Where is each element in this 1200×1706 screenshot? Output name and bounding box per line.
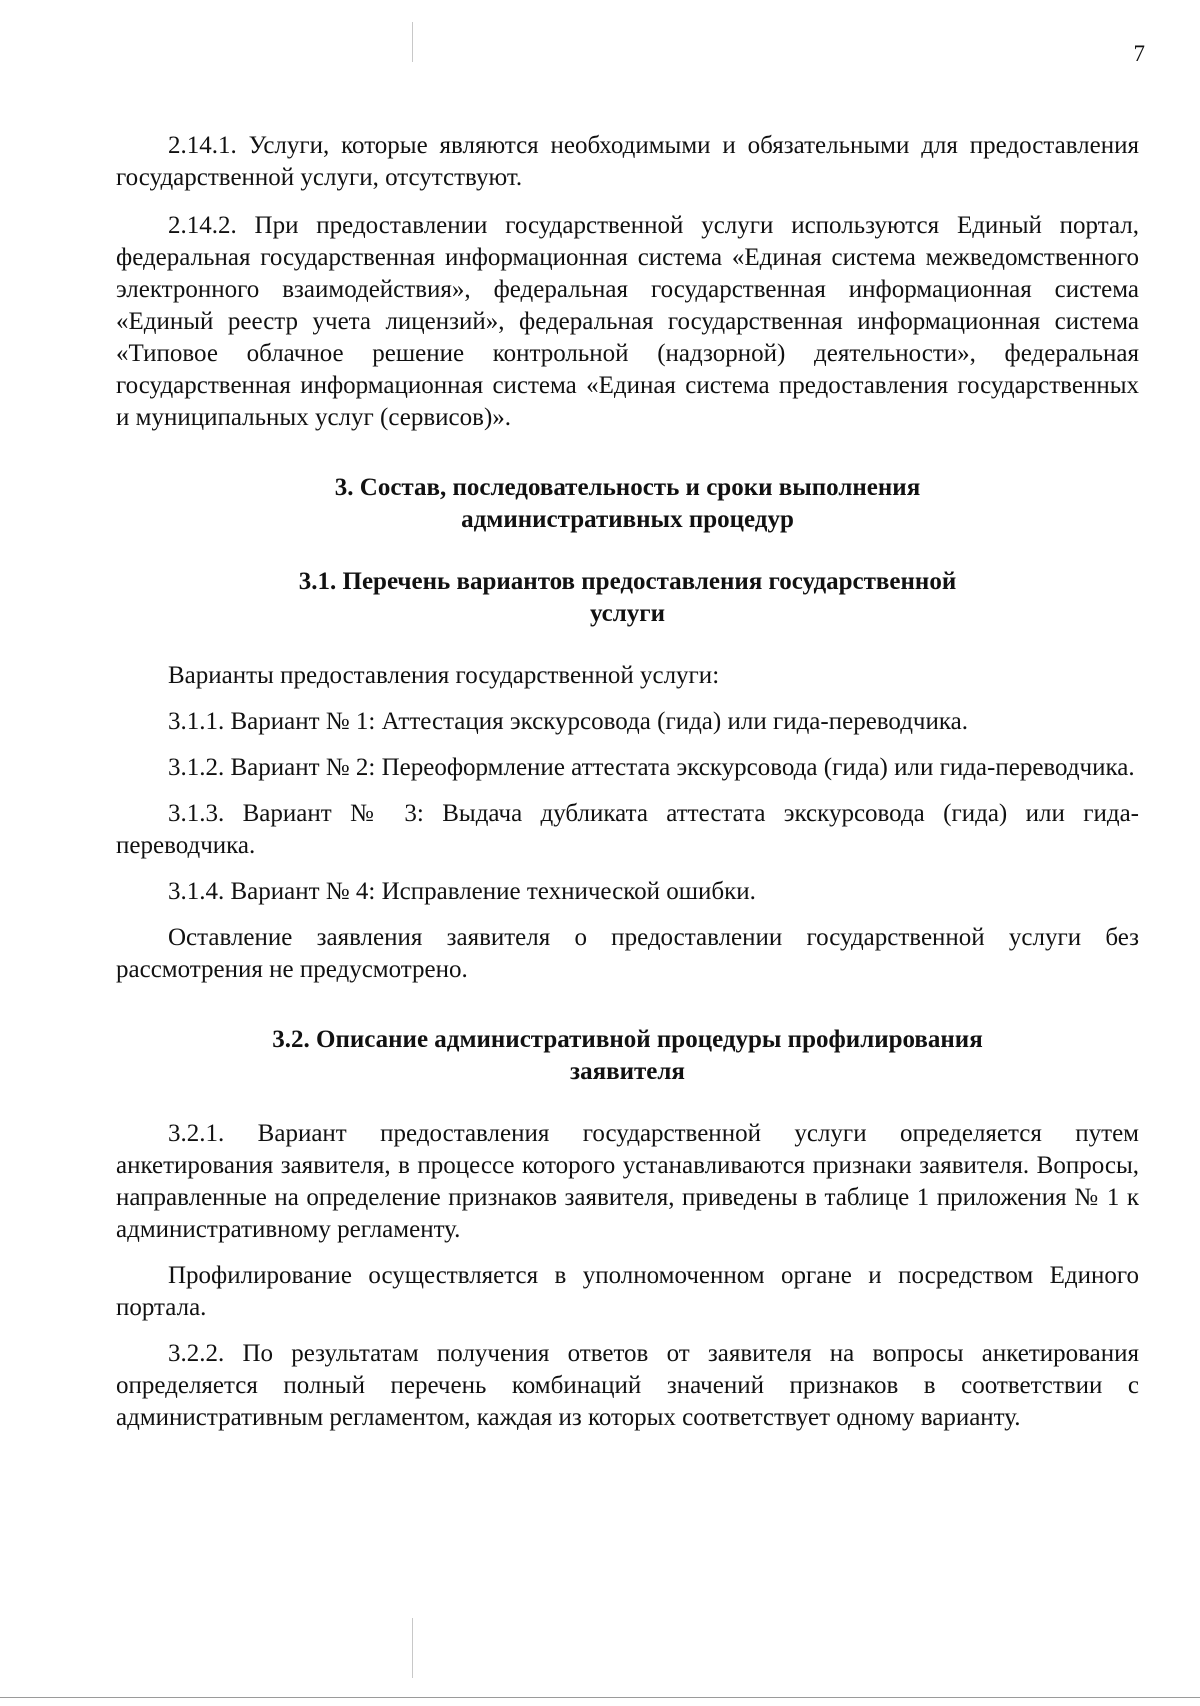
section-3-heading-line2: административных процедур: [461, 506, 794, 533]
section-3-2-heading-line2: заявителя: [570, 1058, 685, 1085]
scan-artifact-mark: [412, 22, 413, 62]
paragraph-2-14-2: 2.14.2. При предоставлении государственной услуги используются Единый портал, федеральная государственная информационная система «Единая система межведомственного электронного взаимодействия», федеральная государственная информационная система «Единый реестр учета лицензий», федеральная государственная информационная система «Типовое облачное решение контрольной (надзорной) деятельности», федеральная государственная информационная система «Единая система предоставления государственных и муниципальных услуг (сервисов)».: [116, 212, 1139, 431]
paragraph-2-14-1: 2.14.1. Услуги, которые являются необходимыми и обязательными для предоставления государственной услуги, отсутствуют.: [116, 132, 1139, 191]
section-3-1-heading-line1: 3.1. Перечень вариантов предоставления государственной: [298, 568, 957, 595]
scan-artifact-mark: [412, 1618, 413, 1678]
section-3-2-heading: [246, 1024, 1009, 1088]
paragraph-profiling: Профилирование осуществляется в уполномоченном органе и посредством Единого портала.: [116, 1262, 1139, 1321]
paragraph-3-2-2: 3.2.2. По результатам получения ответов от заявителя на вопросы анкетирования определяется полный перечень комбинаций значений признаков в соответствии с административным регламентом, каждая из которых соответствует одному варианту.: [116, 1340, 1139, 1431]
section-3-2-heading-line1: 3.2. Описание административной процедуры профилирования: [272, 1026, 983, 1053]
section-3-heading-line1: 3. Состав, последовательность и сроки выполнения: [334, 474, 921, 501]
paragraph-3-2-1: 3.2.1. Вариант предоставления государственной услуги определяется путем анкетирования заявителя, в процессе которого устанавливаются признаки заявителя. Вопросы, направленные на определение признаков заявителя, приведены в таблице 1 приложения № 1 к административному регламенту.: [116, 1120, 1139, 1243]
page-number: 7: [1133, 41, 1145, 66]
paragraph-leave-without-review: Оставление заявления заявителя о предоставлении государственной услуги без рассмотрения не предусмотрено.: [116, 924, 1139, 983]
scan-bottom-edge: [0, 1697, 1200, 1698]
paragraph-3-1-2: 3.1.2. Вариант № 2: Переоформление аттестата экскурсовода (гида) или гида-переводчика.: [168, 754, 1135, 781]
section-3-1-heading-line2: услуги: [589, 600, 666, 627]
document-body: [116, 130, 1139, 1434]
paragraph-3-1-4: 3.1.4. Вариант № 4: Исправление технической ошибки.: [168, 878, 756, 905]
variants-intro: Варианты предоставления государственной услуги:: [168, 662, 720, 689]
paragraph-3-1-3: 3.1.3. Вариант № 3: Выдача дубликата аттестата экскурсовода (гида) или гида-переводчика.: [116, 800, 1139, 859]
section-3-heading: [246, 472, 1009, 536]
paragraph-3-1-1: 3.1.1. Вариант № 1: Аттестация экскурсовода (гида) или гида-переводчика.: [168, 708, 968, 735]
section-3-1-heading: [246, 566, 1009, 630]
